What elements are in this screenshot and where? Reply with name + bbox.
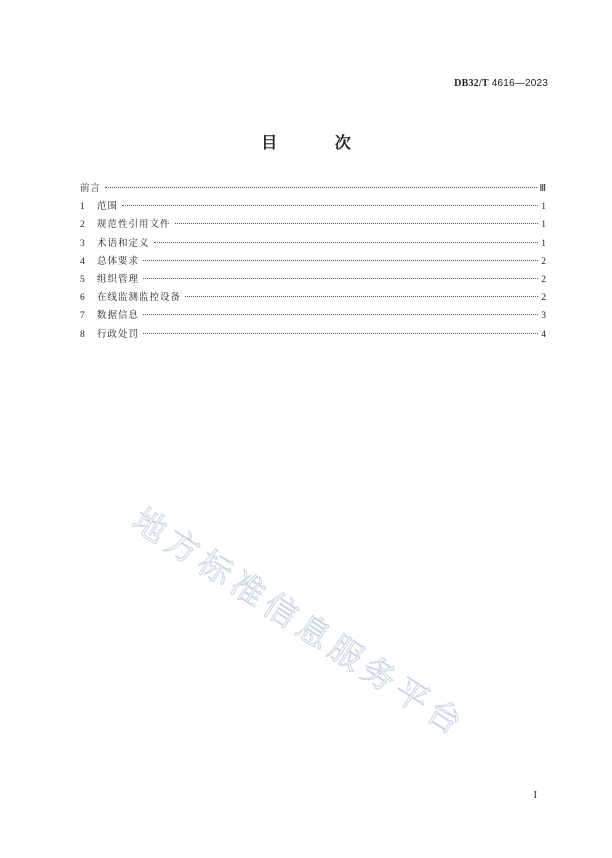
toc-entry-number: 1: [80, 202, 85, 213]
toc-leader-dots: [122, 205, 538, 206]
toc-leader-dots: [143, 260, 538, 261]
toc-leader-dots: [143, 278, 538, 279]
standard-number: [454, 78, 548, 89]
standard-code: 4616—2023: [491, 78, 548, 89]
toc-entry-page: 2: [541, 256, 546, 267]
toc-entry-normative-references[interactable]: [80, 216, 546, 234]
standard-prefix: DB32/T: [454, 78, 489, 89]
toc-title: 目 次: [261, 133, 377, 152]
page-number: I: [533, 790, 537, 801]
toc-entry-page: 2: [541, 274, 546, 285]
toc-entry-scope[interactable]: [80, 198, 546, 216]
toc-leader-dots: [143, 333, 538, 334]
toc-entry-label: 在线监测监控设备: [97, 292, 182, 304]
toc-entry-page: 4: [541, 329, 546, 340]
watermark: 地方标准信息服务平台: [125, 500, 474, 746]
toc-entry-number: 2: [80, 220, 85, 231]
toc-entry-page: 1: [541, 220, 546, 231]
toc-entry-label: 前言: [80, 183, 102, 194]
toc-entry-number: 4: [80, 256, 85, 267]
toc-entry-general-requirements[interactable]: [80, 253, 546, 271]
toc-entry-number: 7: [80, 311, 85, 322]
toc-entry-number: 6: [80, 293, 85, 304]
toc-entry-page: 1: [541, 238, 546, 249]
toc-entry-administrative-penalty[interactable]: [80, 326, 546, 344]
toc-entry-terms-definitions[interactable]: [80, 235, 546, 253]
toc-leader-dots: [154, 242, 538, 243]
toc-entry-label: 数据信息: [97, 310, 140, 322]
toc-entry-label: 行政处罚: [97, 328, 140, 340]
toc-entry-page: 3: [541, 311, 546, 322]
toc-entry-foreword[interactable]: [80, 180, 546, 198]
toc-entry-data-information[interactable]: [80, 307, 546, 325]
table-of-contents: [80, 180, 546, 344]
toc-entry-number: 5: [80, 274, 85, 285]
toc-entry-page: Ⅲ: [539, 184, 546, 194]
toc-entry-label: 总体要求: [97, 255, 140, 267]
toc-leader-dots: [143, 314, 538, 315]
toc-leader-dots: [175, 223, 538, 224]
toc-leader-dots: [105, 187, 537, 188]
toc-entry-label: 术语和定义: [97, 237, 150, 249]
toc-entry-number: 8: [80, 329, 85, 340]
toc-entry-number: 3: [80, 238, 85, 249]
toc-entry-page: 1: [541, 202, 546, 213]
toc-entry-monitoring-equipment[interactable]: [80, 289, 546, 307]
toc-entry-label: 组织管理: [97, 273, 140, 285]
toc-entry-organization-management[interactable]: [80, 271, 546, 289]
toc-entry-page: 2: [541, 293, 546, 304]
toc-entry-label: 规范性引用文件: [97, 219, 171, 231]
toc-leader-dots: [185, 296, 538, 297]
toc-entry-label: 范围: [97, 201, 119, 213]
